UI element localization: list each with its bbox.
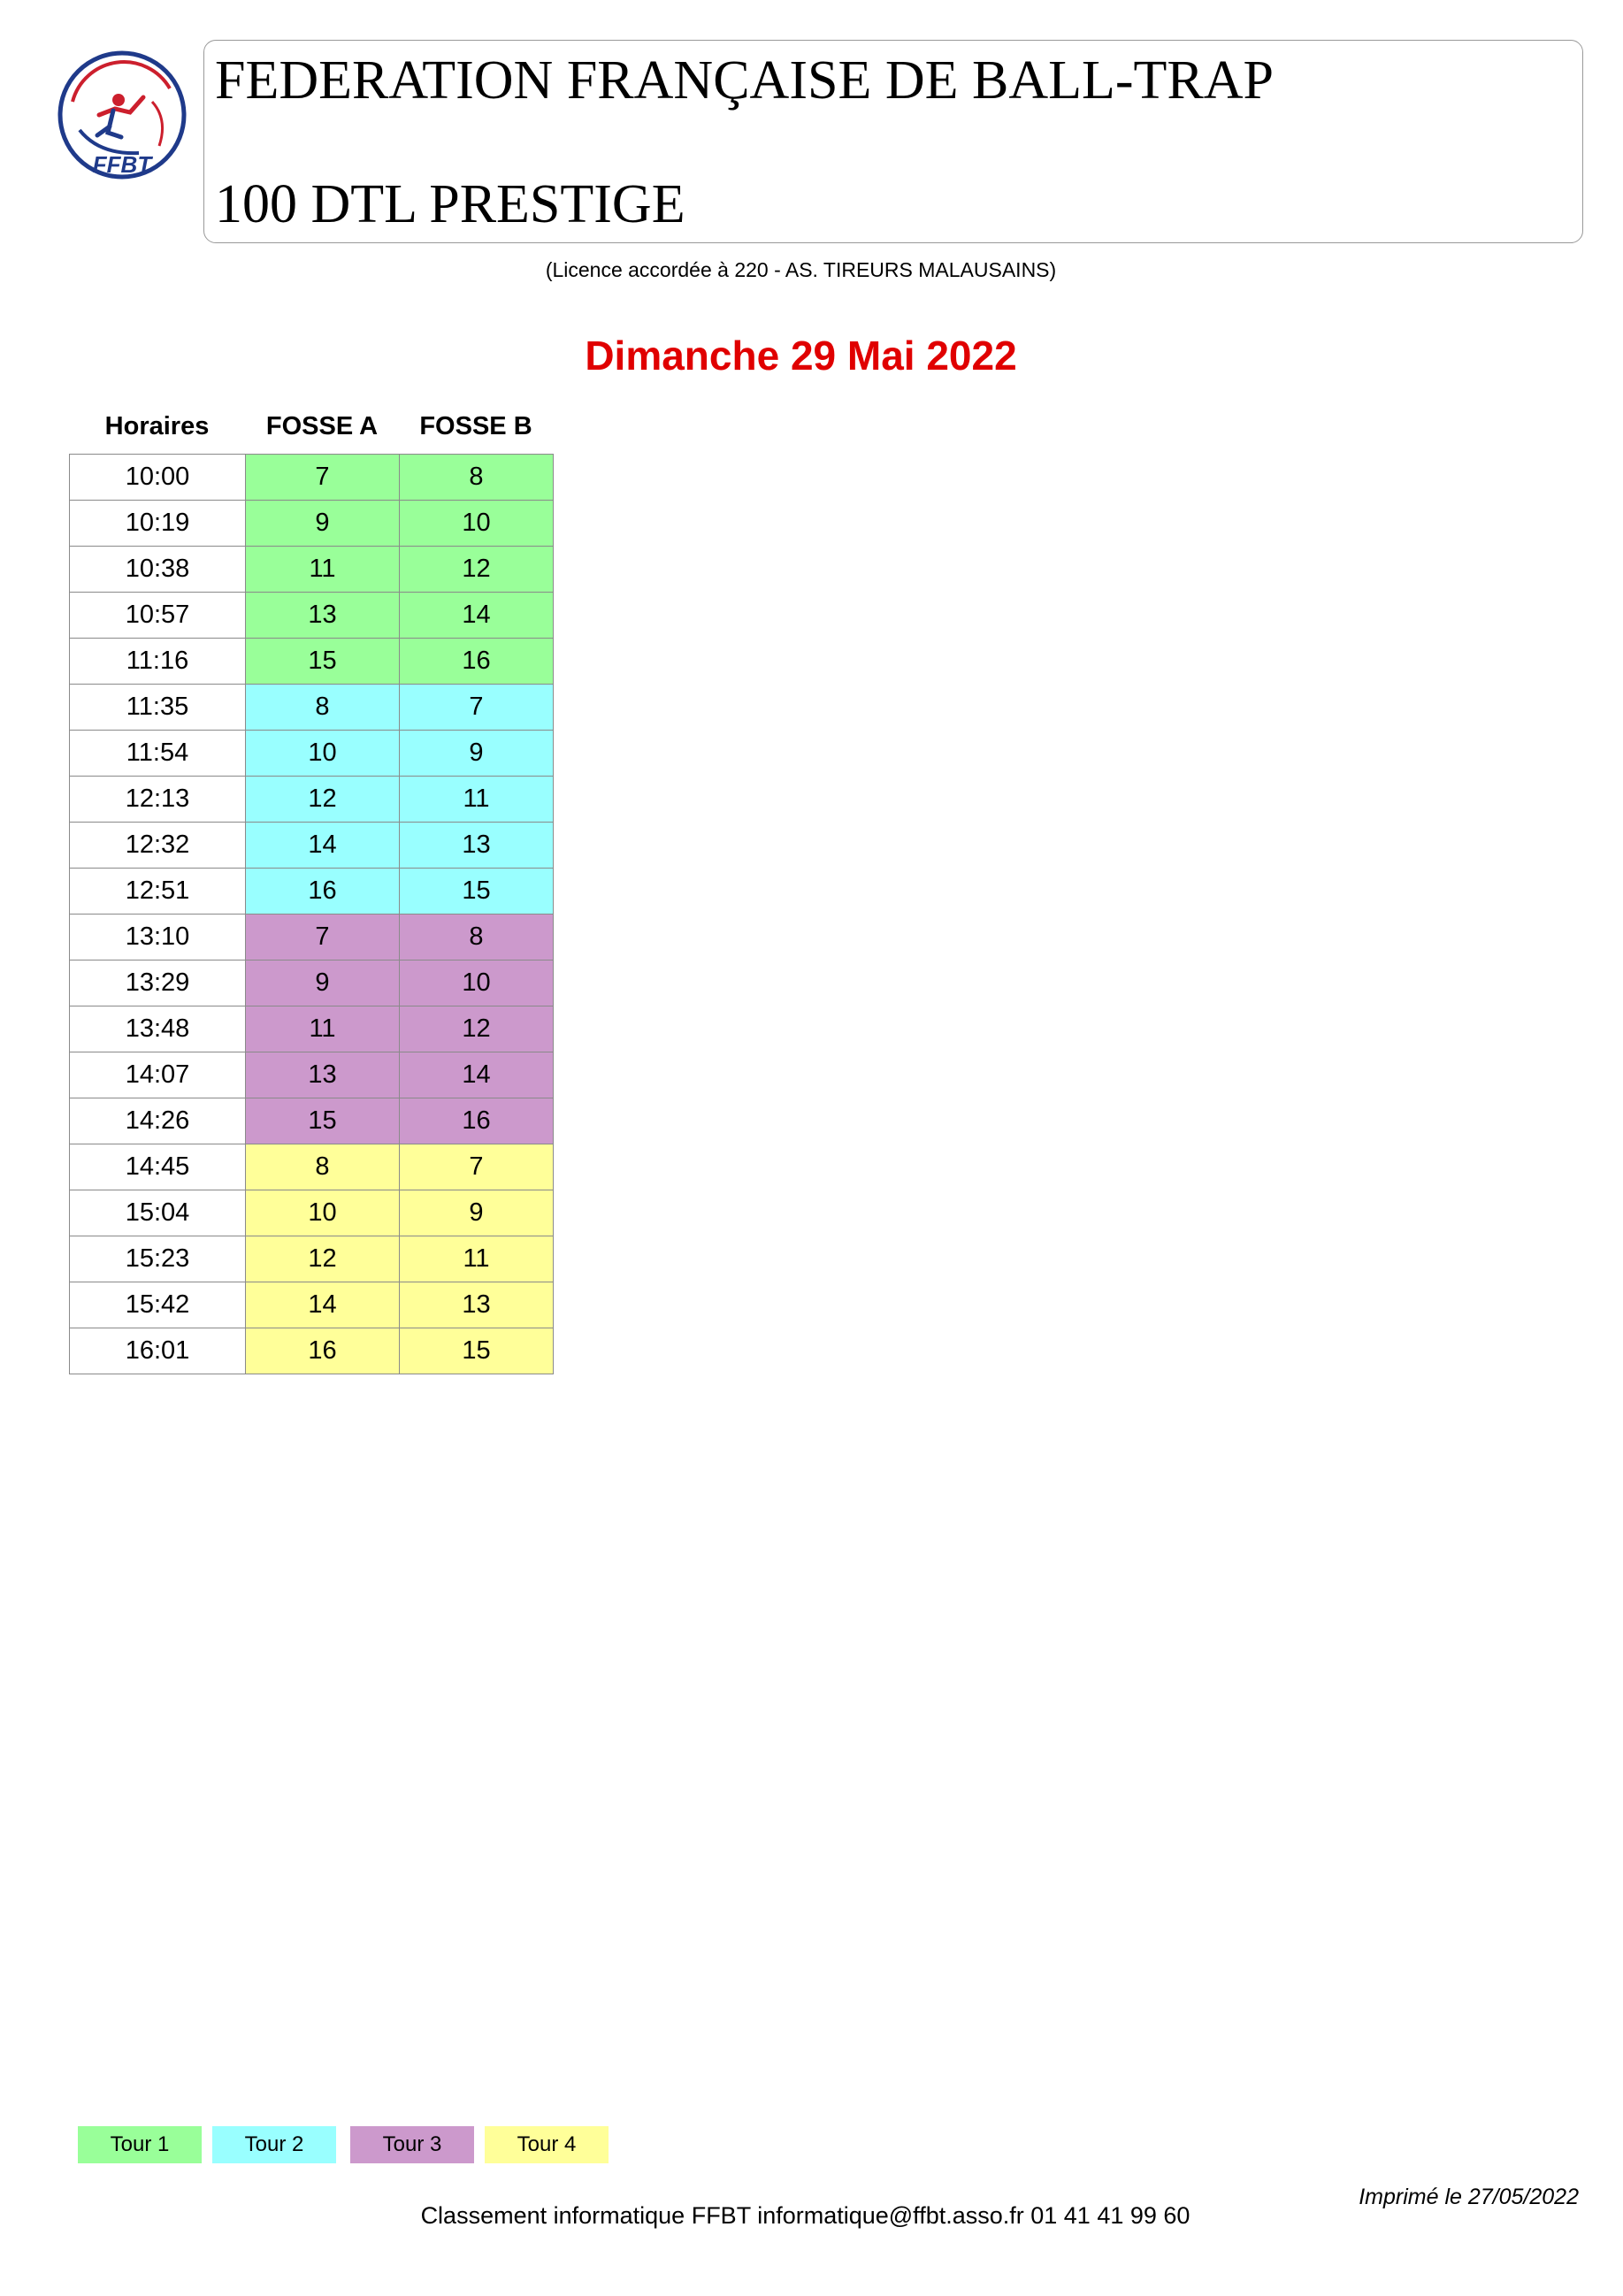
- fosse-b-cell: 9: [400, 731, 554, 777]
- table-row: [70, 1006, 554, 1052]
- fosse-a-cell: 11: [246, 547, 400, 593]
- competition-title: 100 DTL PRESTIGE: [215, 174, 685, 234]
- footer-contact: Classement informatique FFBT informatique@ffbt.asso.fr 01 41 41 99 60: [420, 2202, 1190, 2229]
- fosse-a-cell: 7: [246, 455, 400, 501]
- printed-date: Imprimé le 27/05/2022: [1359, 2185, 1579, 2209]
- time-cell: 11:16: [70, 639, 246, 685]
- legend-tour-2: Tour 2: [212, 2126, 336, 2163]
- fosse-a-cell: 12: [246, 777, 400, 823]
- table-row: [70, 1282, 554, 1328]
- time-cell: 10:19: [70, 501, 246, 547]
- table-row: [70, 1328, 554, 1374]
- fosse-b-cell: 11: [400, 777, 554, 823]
- fosse-b-cell: 13: [400, 1282, 554, 1328]
- date-title: Dimanche 29 Mai 2022: [585, 333, 1017, 379]
- header-fosse-b: FOSSE B: [419, 412, 532, 440]
- fosse-a-cell: 8: [246, 685, 400, 731]
- fosse-b-cell: 15: [400, 1328, 554, 1374]
- time-cell: 14:26: [70, 1098, 246, 1144]
- table-row: [70, 593, 554, 639]
- header-horaires: Horaires: [104, 412, 210, 440]
- time-cell: 12:51: [70, 869, 246, 915]
- table-row: [70, 547, 554, 593]
- fosse-b-cell: 15: [400, 869, 554, 915]
- table-row: [70, 501, 554, 547]
- fosse-a-cell: 12: [246, 1236, 400, 1282]
- licence-text: (Licence accordée à 220 - AS. TIREURS MALAUSAINS): [545, 258, 1057, 281]
- fosse-b-cell: 9: [400, 1190, 554, 1236]
- table-row: [70, 823, 554, 869]
- fosse-a-cell: 13: [246, 593, 400, 639]
- fosse-b-cell: 11: [400, 1236, 554, 1282]
- ffbt-logo: [55, 49, 189, 181]
- fosse-a-cell: 9: [246, 501, 400, 547]
- fosse-a-cell: 14: [246, 823, 400, 869]
- fosse-a-cell: 10: [246, 731, 400, 777]
- fosse-a-cell: 14: [246, 1282, 400, 1328]
- time-cell: 14:45: [70, 1144, 246, 1190]
- table-row: [70, 869, 554, 915]
- time-cell: 10:00: [70, 455, 246, 501]
- svg-text:FFBT: FFBT: [92, 151, 152, 178]
- time-cell: 10:57: [70, 593, 246, 639]
- time-cell: 13:48: [70, 1006, 246, 1052]
- fosse-a-cell: 16: [246, 1328, 400, 1374]
- fosse-a-cell: 11: [246, 1006, 400, 1052]
- fosse-b-cell: 13: [400, 823, 554, 869]
- fosse-a-cell: 16: [246, 869, 400, 915]
- fosse-b-cell: 10: [400, 501, 554, 547]
- time-cell: 12:13: [70, 777, 246, 823]
- fosse-b-cell: 14: [400, 1052, 554, 1098]
- legend-tour-4: Tour 4: [485, 2126, 609, 2163]
- table-row: [70, 960, 554, 1006]
- table-row: [70, 455, 554, 501]
- fosse-a-cell: 7: [246, 915, 400, 960]
- fosse-a-cell: 10: [246, 1190, 400, 1236]
- fosse-b-cell: 10: [400, 960, 554, 1006]
- fosse-a-cell: 8: [246, 1144, 400, 1190]
- table-row: [70, 1144, 554, 1190]
- table-row: [70, 731, 554, 777]
- time-cell: 16:01: [70, 1328, 246, 1374]
- fosse-b-cell: 12: [400, 1006, 554, 1052]
- table-row: [70, 1098, 554, 1144]
- fosse-b-cell: 7: [400, 685, 554, 731]
- header-box: [203, 40, 1583, 243]
- fosse-a-cell: 13: [246, 1052, 400, 1098]
- table-row: [70, 685, 554, 731]
- fosse-a-cell: 15: [246, 1098, 400, 1144]
- table-row: [70, 1236, 554, 1282]
- table-row: [70, 915, 554, 960]
- time-cell: 10:38: [70, 547, 246, 593]
- page-title: FEDERATION FRANÇAISE DE BALL-TRAP: [215, 50, 1274, 111]
- fosse-b-cell: 12: [400, 547, 554, 593]
- time-cell: 12:32: [70, 823, 246, 869]
- fosse-b-cell: 16: [400, 1098, 554, 1144]
- time-cell: 15:42: [70, 1282, 246, 1328]
- time-cell: 11:35: [70, 685, 246, 731]
- header-fosse-a: FOSSE A: [265, 412, 379, 440]
- time-cell: 15:04: [70, 1190, 246, 1236]
- legend-tour-1: Tour 1: [78, 2126, 202, 2163]
- schedule-table: [69, 454, 554, 1374]
- fosse-b-cell: 16: [400, 639, 554, 685]
- legend-tour-3: Tour 3: [350, 2126, 474, 2163]
- fosse-b-cell: 14: [400, 593, 554, 639]
- table-row: [70, 1190, 554, 1236]
- fosse-a-cell: 9: [246, 960, 400, 1006]
- fosse-b-cell: 8: [400, 455, 554, 501]
- table-row: [70, 639, 554, 685]
- fosse-a-cell: 15: [246, 639, 400, 685]
- time-cell: 13:29: [70, 960, 246, 1006]
- table-row: [70, 1052, 554, 1098]
- time-cell: 15:23: [70, 1236, 246, 1282]
- fosse-b-cell: 8: [400, 915, 554, 960]
- table-row: [70, 777, 554, 823]
- time-cell: 11:54: [70, 731, 246, 777]
- time-cell: 14:07: [70, 1052, 246, 1098]
- time-cell: 13:10: [70, 915, 246, 960]
- fosse-b-cell: 7: [400, 1144, 554, 1190]
